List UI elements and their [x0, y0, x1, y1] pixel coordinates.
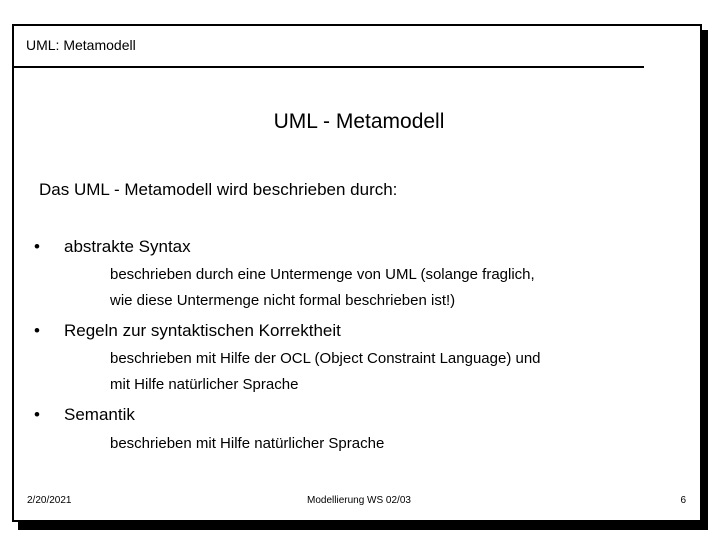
intro-text: Das UML - Metamodell wird beschrieben durch: — [39, 180, 398, 199]
description-line: mit Hilfe natürlicher Sprache — [110, 376, 299, 393]
footer-page-number: 6 — [680, 495, 686, 506]
footer-course: Modellierung WS 02/03 — [307, 495, 411, 506]
bullet-dot: • — [34, 405, 40, 424]
bullet-description — [110, 262, 535, 314]
header-divider — [14, 66, 644, 68]
description-line: beschrieben durch eine Untermenge von UML (solange fraglich, — [110, 266, 535, 283]
footer-date: 2/20/2021 — [27, 495, 72, 506]
bullet-item — [34, 237, 191, 257]
description-line: wie diese Untermenge nicht formal beschrieben ist!) — [110, 292, 456, 309]
bullet-dot: • — [34, 237, 40, 256]
bullet-dot: • — [34, 321, 40, 340]
slide-header: UML: Metamodell — [26, 37, 136, 53]
bullet-item — [34, 405, 135, 425]
description-line: beschrieben mit Hilfe natürlicher Sprache — [110, 435, 385, 452]
slide — [12, 24, 702, 522]
bullet-label: Semantik — [64, 405, 135, 424]
bullet-description — [110, 431, 384, 457]
slide-title: UML - Metamodell — [273, 110, 445, 133]
description-line: beschrieben mit Hilfe der OCL (Object Constraint Language) und — [110, 350, 541, 367]
bullet-item — [34, 321, 341, 341]
bullet-description — [110, 346, 541, 398]
bullet-label: Regeln zur syntaktischen Korrektheit — [64, 321, 341, 340]
bullet-label: abstrakte Syntax — [64, 237, 191, 256]
